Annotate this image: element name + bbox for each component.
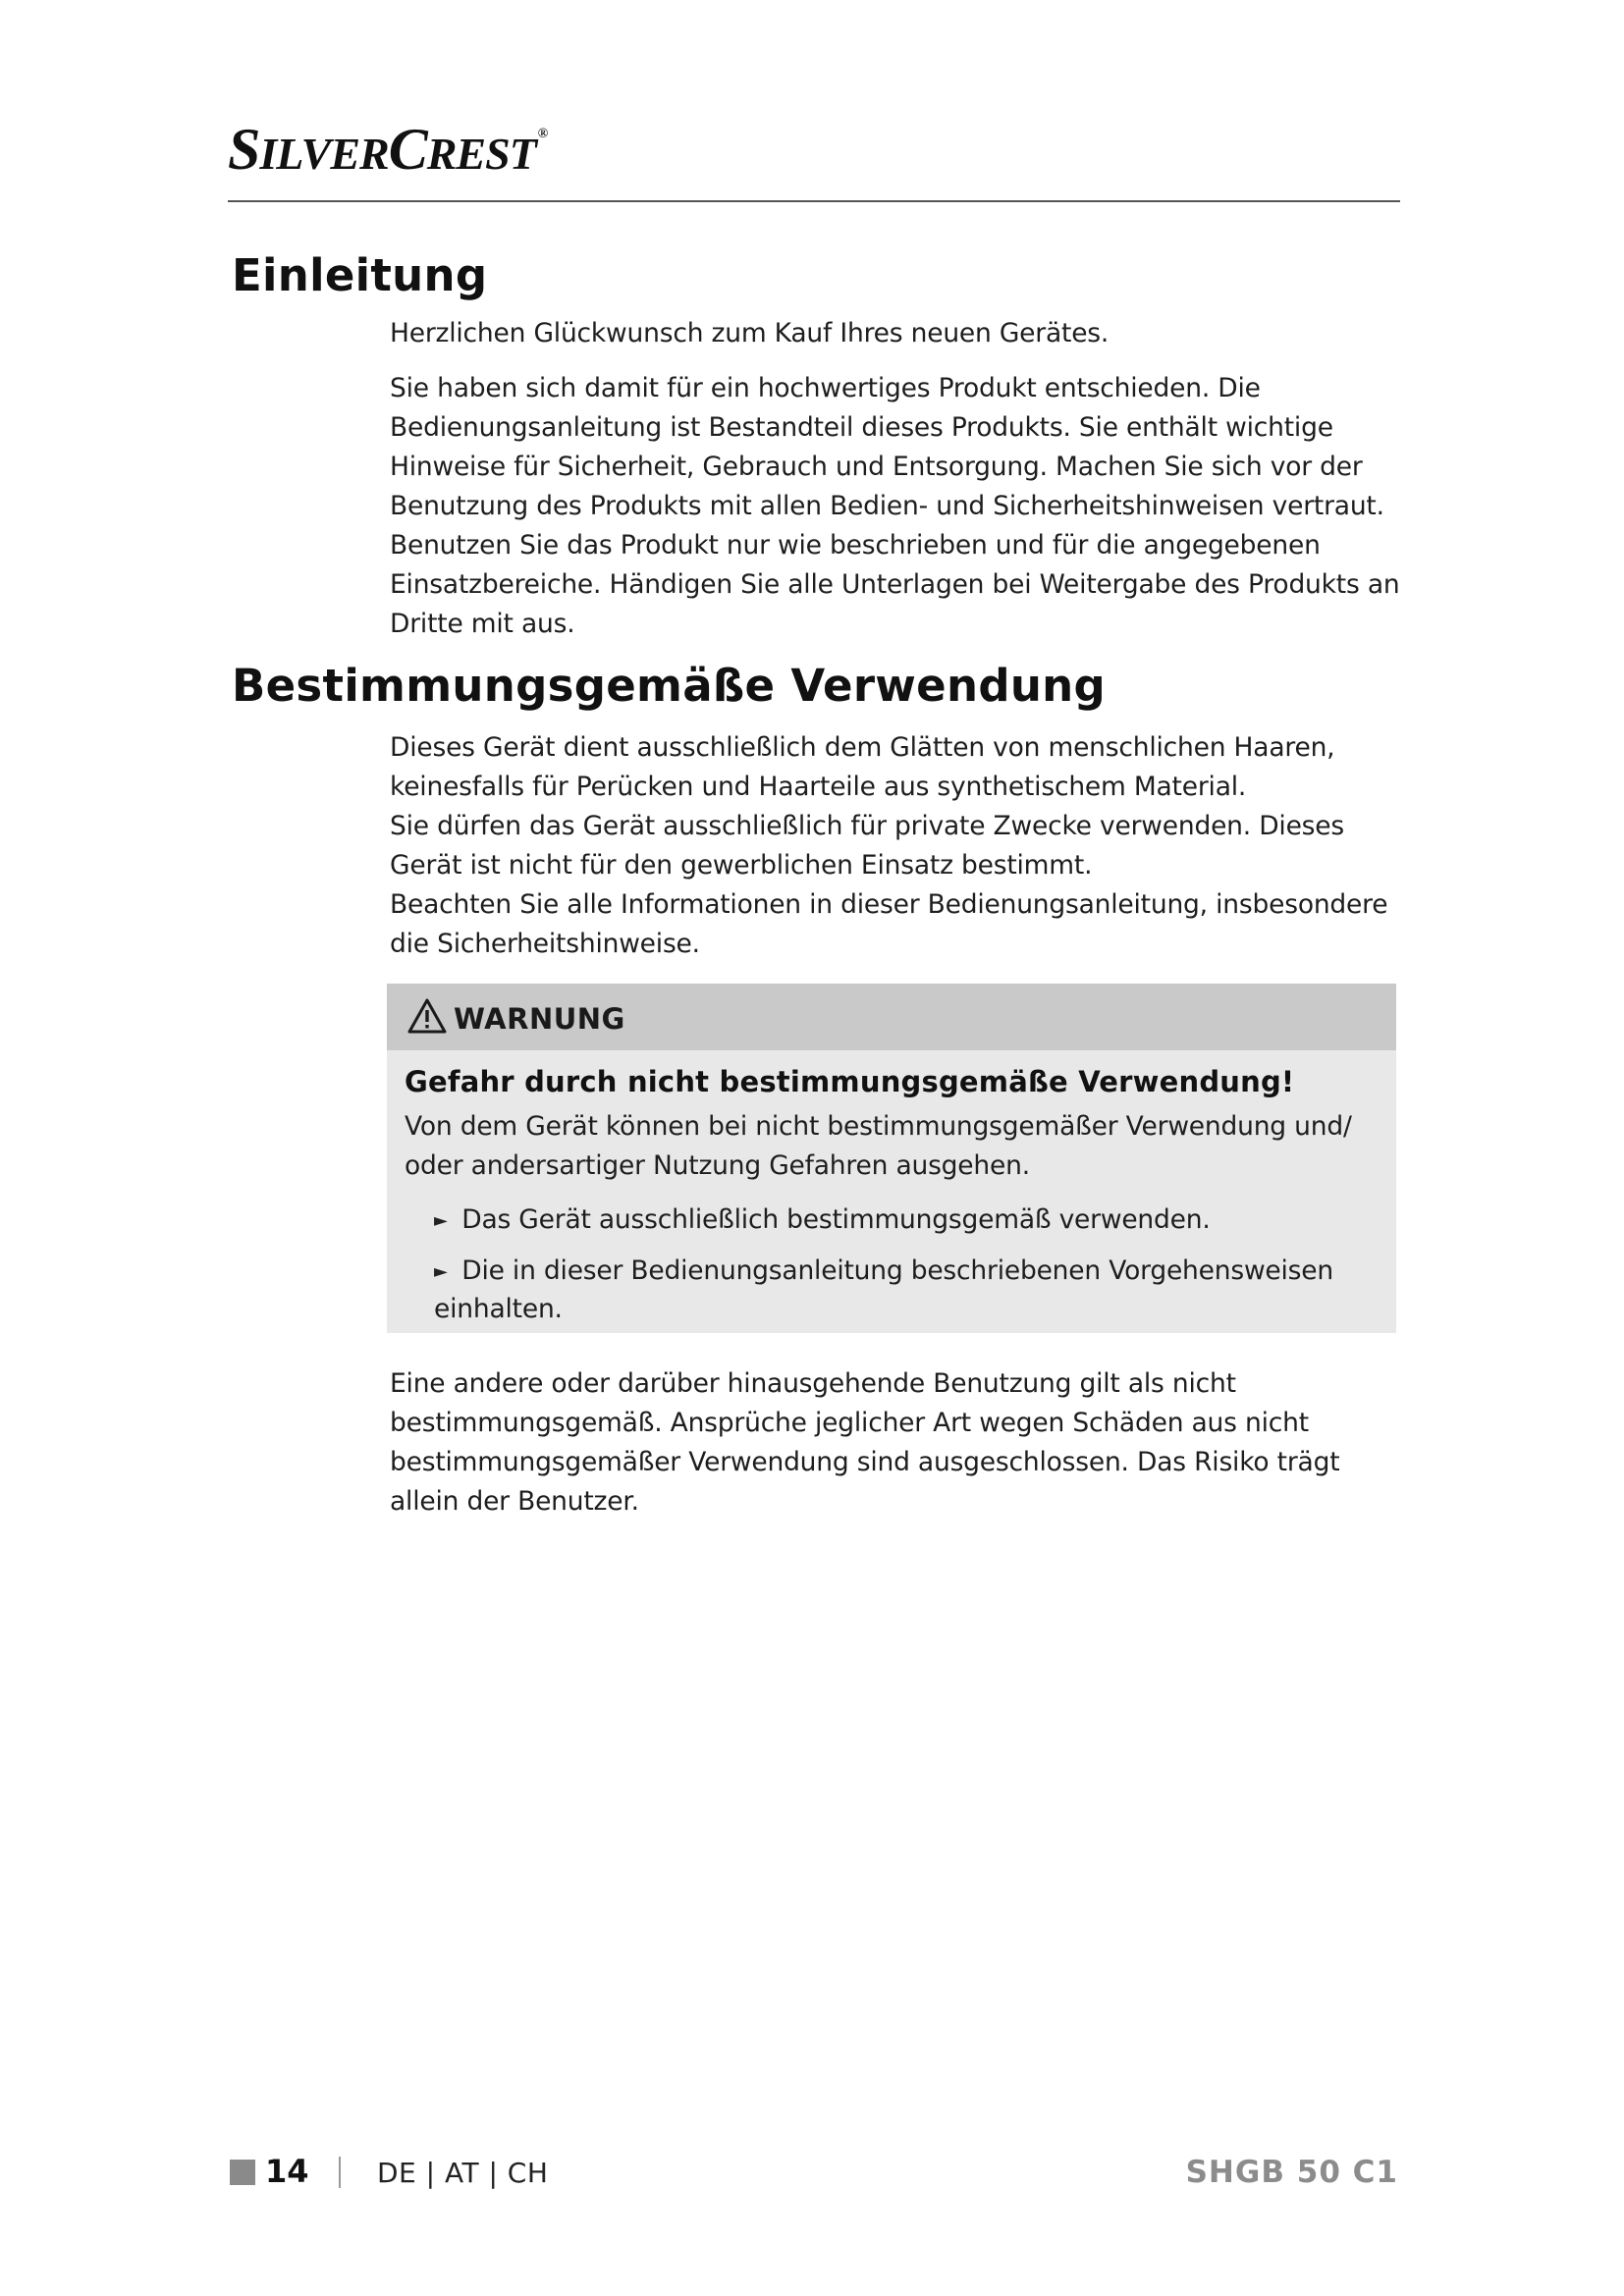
footer-model-number: SHGB 50 C1 (1185, 2155, 1398, 2190)
bullet-arrow-icon: ► (434, 1261, 448, 1282)
warning-box (387, 984, 1396, 1333)
section-heading-intro: Einleitung (232, 249, 488, 301)
footer-countries: DE | AT | CH (377, 2157, 549, 2189)
warning-header (387, 984, 1396, 1050)
warning-bullet: ► Das Gerät ausschließlich bestimmungsgemäß verwenden. (434, 1201, 1367, 1240)
usage-paragraph-3: Beachten Sie alle Informationen in dieser Bedienungsanleitung, insbesondere die Sicherheitshinweise. (390, 889, 1388, 959)
usage-paragraph-2: Sie dürfen das Gerät ausschließlich für private Zwecke verwenden. Dieses Gerät ist nicht für den gewerblichen Einsatz bestimmt. (390, 811, 1345, 881)
intro-body-text: Sie haben sich damit für ein hochwertiges Produkt entschieden. Die Bedienungsanleitung ist Bestandteil dieses Produkts. Sie enthält wichtige Hinweise für Sicherheit, Gebrauch und Entsorgung. Machen Sie sich vor der Benutzung des Produkts mit allen Bedien- und Sicherheitshinweisen vertraut. Benutzen Sie das Produkt nur wie beschrieben und für die angegebenen Einsatzbereiche. Händigen Sie alle Unterlagen bei Weitergabe des Produkts an Dritte mit aus. (390, 373, 1400, 639)
section-heading-usage: Bestimmungsgemäße Verwendung (232, 660, 1107, 712)
usage-paragraph-1: Dieses Gerät dient ausschließlich dem Glätten von menschlichen Haaren, keinesfalls für Perücken und Haarteile aus synthetischem Material. (390, 732, 1335, 802)
warning-title: Gefahr durch nicht bestimmungsgemäße Verwendung! (405, 1065, 1295, 1098)
footer-divider (339, 2157, 341, 2188)
brand-logo: SILVERCREST ® (228, 117, 548, 182)
page-number: 14 (265, 2153, 309, 2190)
header-divider (228, 200, 1400, 202)
warning-triangle-icon (406, 997, 448, 1035)
footer-square-marker (230, 2160, 255, 2185)
intro-congrats-text: Herzlichen Glückwunsch zum Kauf Ihres neuen Gerätes. (390, 318, 1110, 348)
warning-label: WARNUNG (454, 1002, 625, 1036)
warning-text: Von dem Gerät können bei nicht bestimmungsgemäßer Verwendung und/ oder andersartiger Nutzung Gefahren ausgehen. (405, 1111, 1352, 1181)
usage-final-paragraph: Eine andere oder darüber hinausgehende Benutzung gilt als nicht bestimmungsgemäß. Ansprüche jeglicher Art wegen Schäden aus nicht bestimmungsgemäßer Verwendung sind ausgeschlossen. Das Risiko trägt allein der Benutzer. (390, 1368, 1340, 1517)
warning-bullet: ► Die in dieser Bedienungsanleitung beschriebenen Vorgehensweisen einhalten. (434, 1255, 1333, 1324)
bullet-arrow-icon: ► (434, 1210, 448, 1231)
